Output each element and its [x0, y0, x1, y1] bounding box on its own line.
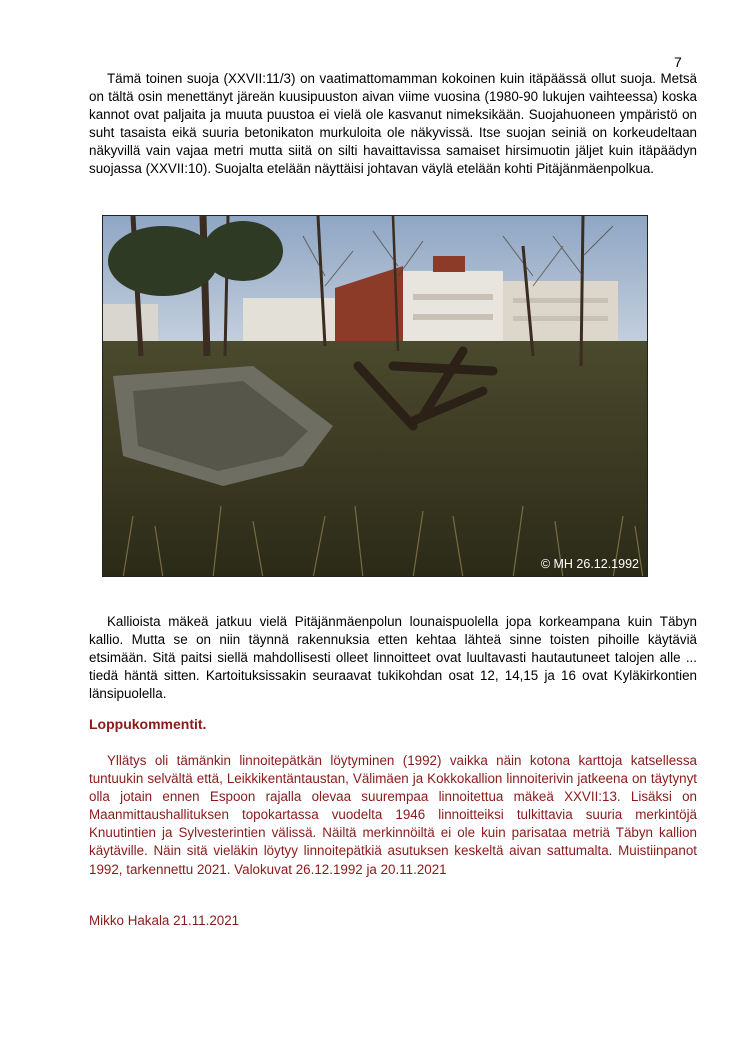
author-signature: Mikko Hakala 21.11.2021 — [89, 913, 240, 928]
section-heading: Loppukommentit. — [89, 716, 207, 732]
paragraph-1: Tämä toinen suoja (XXVII:11/3) on vaatimattomamman kokoinen kuin itäpäässä ollut suoja. Metsä on tältä osin menettänyt järeän kuusipuuston aivan viime vuosina (1980-90 lukujen vaihteessa) koska kannot ovat paljaita ja muuta puustoa ei vielä ole kasvanut nimeksikään. Suojahuoneen ympäristö on suht tasaista eikä suuria betonikaton murkuloita ole näkyvissä. Itse suojan seiniä on korkeudeltaan näkyvillä vain vajaa metri mutta siitä on silti havaittavissa samaiset hirsimuotin jäljet kuin itäpäädyn suojassa (XXVII:10). Suojalta etelään näyttäisi johtavan väylä etelään kohti Pitäjänmäenpolkua. — [89, 71, 697, 177]
paragraph-2: Kallioista mäkeä jatkuu vielä Pitäjänmäenpolun lounaispuolella jopa korkeampana kuin Täbyn kallio. Mutta se on niin täynnä rakennuksia etten kehtaa lähteä sinne toisten pihoille käytäviä etsimään. Sitä paitsi siellä mahdollisesti olleet linnoitteet ovat luultavasti hautautuneet talojen alle ... tiedä häntä sitten. Kartoituksissakin seuraavat tukikohdan osat 12, 14,15 ja 16 ovat Kyläkirkontien länsipuolella. — [89, 614, 697, 702]
photo-bunker-ruins — [102, 215, 648, 577]
page-number: 7 — [674, 54, 682, 70]
paragraph-3: Yllätys oli tämänkin linnoitepätkän löytyminen (1992) vaikka näin kotona karttoja katsellessa tuntuukin selvältä että, Leikkikentäntaustan, Välimäen ja Kokkokallion linnoiterivin jatkeena on täytynyt olla jotain ennen Espoon rajalla olevaa suurempaa linnoitettua mäkeä XXVII:13. Lisäksi on Maanmittaushallituksen topokartassa vuodelta 1946 linnoitteiksi tulkittavia suuria merkintöjä Knuutintien ja Sylvesterintien välissä. Näiltä merkinnöiltä ei ole kuin parisataa metriä Täbyn kallion käytäville. Näin sitä vieläkin löytyy linnoitepätkiä asutuksen keskeltä aivan sattumalta. Muistiinpanot 1992, tarkennettu 2021. Valokuvat 26.12.1992 ja 20.11.2021 — [89, 753, 697, 877]
photo-credit: © MH 26.12.1992 — [540, 557, 639, 571]
